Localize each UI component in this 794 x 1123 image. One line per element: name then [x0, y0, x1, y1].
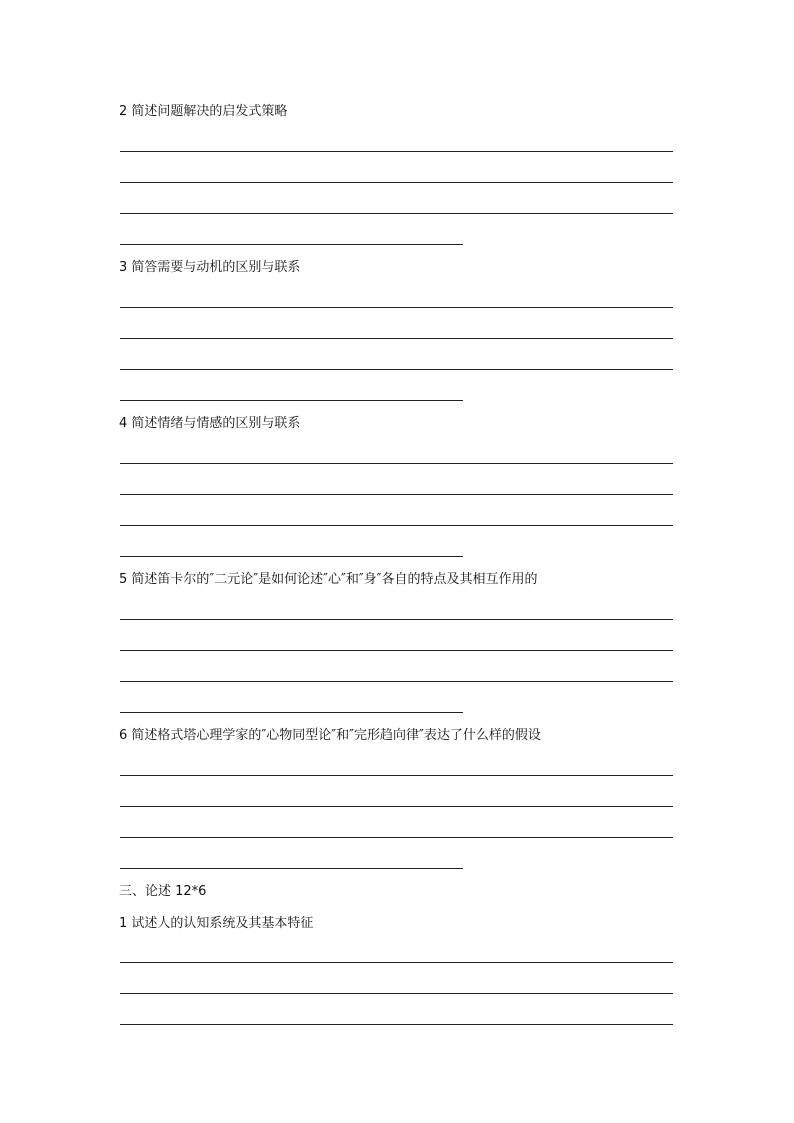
answer-line[interactable] — [120, 868, 463, 869]
answer-line[interactable] — [120, 525, 673, 526]
question-3-text: 3 简答需要与动机的区别与联系 — [119, 260, 301, 275]
answer-line[interactable] — [120, 369, 673, 370]
answer-line[interactable] — [120, 244, 463, 245]
question-2-text: 2 简述问题解决的启发式策略 — [119, 104, 288, 119]
question-6-text: 6 简述格式塔心理学家的″心物同型论″和″完形趋向律″表达了什么样的假设 — [119, 728, 541, 743]
answer-line[interactable] — [120, 619, 673, 620]
answer-line[interactable] — [120, 681, 673, 682]
section-heading: 三、论述 12*6 — [119, 884, 207, 899]
answer-line[interactable] — [120, 338, 673, 339]
question-5-text: 5 简述笛卡尔的″二元论″是如何论述″心″和″身″各自的特点及其相互作用的 — [119, 572, 538, 587]
answer-line[interactable] — [120, 213, 673, 214]
question-4-text: 4 简述情绪与情感的区别与联系 — [119, 416, 301, 431]
answer-line[interactable] — [120, 837, 673, 838]
answer-line[interactable] — [120, 775, 673, 776]
essay-question-1-text: 1 试述人的认知系统及其基本特征 — [119, 916, 314, 931]
answer-line[interactable] — [120, 400, 463, 401]
answer-line[interactable] — [120, 712, 463, 713]
answer-line[interactable] — [120, 463, 673, 464]
answer-line[interactable] — [120, 151, 673, 152]
answer-line[interactable] — [120, 494, 673, 495]
answer-line[interactable] — [120, 182, 673, 183]
answer-line[interactable] — [120, 650, 673, 651]
answer-line[interactable] — [120, 556, 463, 557]
answer-line[interactable] — [120, 993, 673, 994]
answer-line[interactable] — [120, 806, 673, 807]
answer-line[interactable] — [120, 307, 673, 308]
answer-line[interactable] — [120, 962, 673, 963]
answer-line[interactable] — [120, 1024, 673, 1025]
